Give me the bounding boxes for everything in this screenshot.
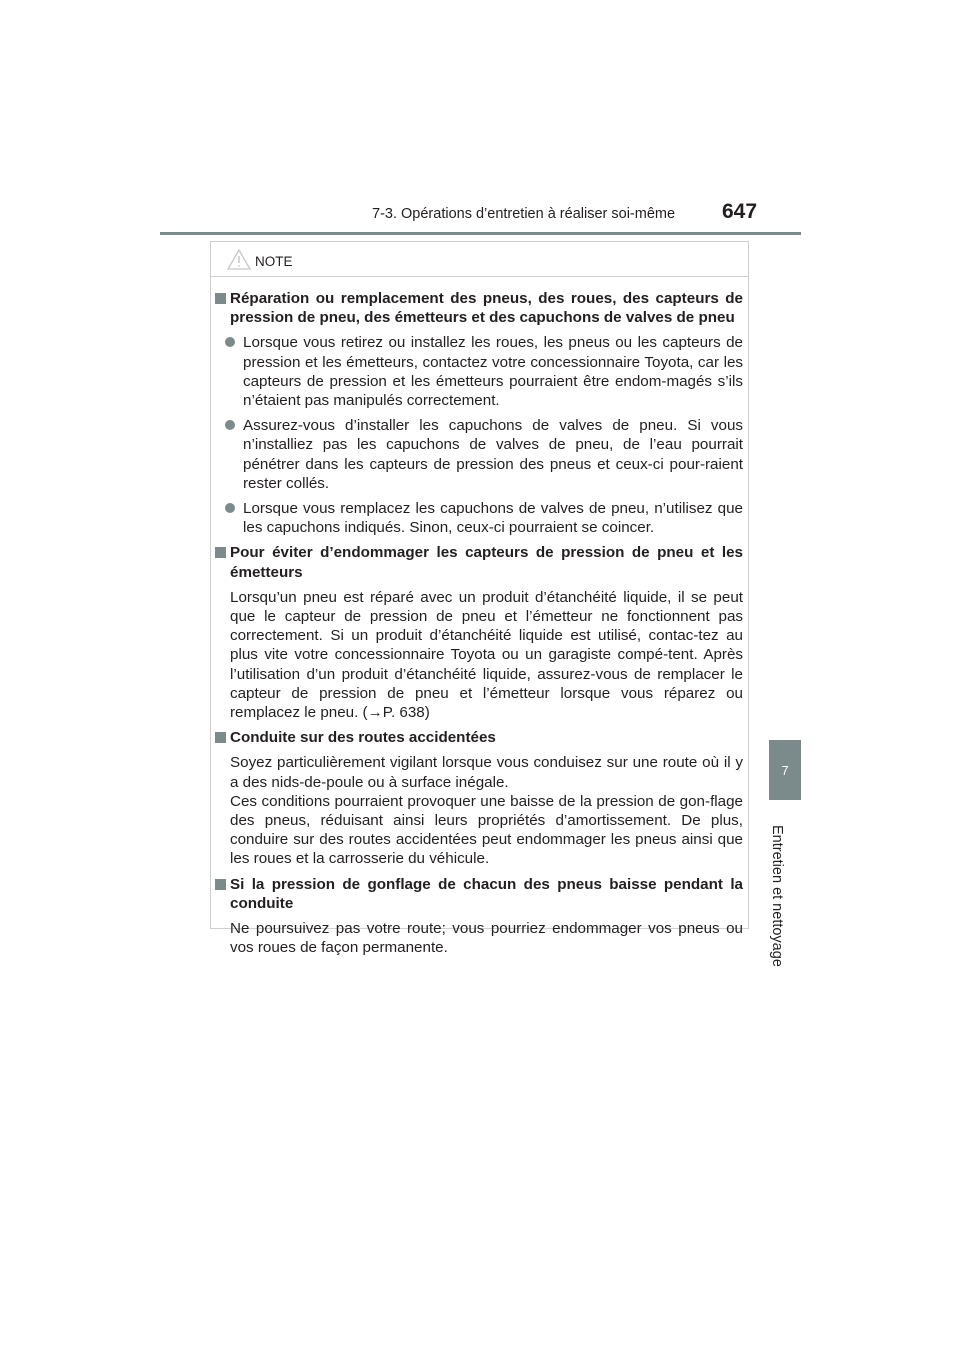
square-bullet-icon	[215, 293, 226, 304]
list-item-text: Lorsque vous remplacez les capuchons de valves de pneu, n’utilisez que les capuchons indiqués. Sinon, ceux-ci pourraient se coincer.	[243, 500, 743, 537]
section-title: Pour éviter d’endommager les capteurs de pression de pneu et les émetteurs	[230, 544, 743, 581]
list-item	[225, 333, 750, 410]
note-section	[211, 289, 750, 537]
note-header	[211, 242, 748, 277]
circle-bullet-icon	[225, 420, 235, 430]
note-body	[211, 289, 750, 964]
section-title: Conduite sur des routes accidentées	[230, 729, 496, 747]
chapter-tab	[769, 740, 801, 800]
list-item-text: Lorsque vous retirez ou installez les roues, les pneus ou les capteurs de pression et les émetteurs, contactez votre concessionnaire Toyota, car les capteurs de pression et les émetteurs pourraient être endom-magés s’ils n’étaient pas manipulés correctement.	[243, 334, 743, 410]
section-body: Ne poursuivez pas votre route; vous pourriez endommager vos pneus ou vos roues de façon permanente.	[230, 920, 743, 957]
list-item-text: Assurez-vous d’installer les capuchons de valves de pneu. Si vous n’installiez pas les capuchons de valves de pneu, de l’eau pourrait pénétrer dans les capteurs de pression des pneus et ceux-ci pour-raient rester collés.	[243, 417, 743, 492]
note-section	[211, 543, 750, 722]
note-box	[210, 241, 749, 957]
section-title: Si la pression de gonflage de chacun des pneus baisse pendant la conduite	[230, 875, 743, 912]
square-bullet-icon	[215, 732, 226, 743]
chapter-number: 7	[781, 762, 789, 778]
section-body: Soyez particulièrement vigilant lorsque vous conduisez sur une route où il y a des nids-de-poule ou à surface inégale.	[230, 754, 743, 791]
square-bullet-icon	[215, 879, 226, 890]
warning-triangle-icon	[227, 249, 251, 270]
square-bullet-icon	[215, 547, 226, 558]
page-number: 647	[722, 200, 758, 223]
chapter-title: Entretien et nettoyage	[769, 825, 785, 967]
note-label: NOTE	[255, 254, 293, 269]
list-item	[225, 499, 750, 537]
note-section	[211, 728, 750, 868]
section-body: Ces conditions pourraient provoquer une baisse de la pression de gon-flage des pneus, réduisant ainsi leurs propriétés d’amortissement. De plus, conduire sur des routes accidentées peut endommager les pneus ainsi que les roues et la carrosserie du véhicule.	[230, 792, 743, 868]
circle-bullet-icon	[225, 337, 235, 347]
circle-bullet-icon	[225, 503, 235, 513]
section-header: 7-3. Opérations d’entretien à réaliser soi-même	[372, 206, 676, 222]
section-body: Lorsqu’un pneu est réparé avec un produit d’étanchéité liquide, il se peut que le capteur de pression de pneu et l’émetteur ne fonctionnent pas correctement. Si un produit d’étanchéité liquide est utilisé, contac-tez au plus vite votre concessionnaire Toyota ou un garagiste compé-tent. Après l’utilisation d’un produit d’étanchéité liquide, assurez-vous de remplacer le capteur de pression de pneu et l’émetteur lorsque vous réparez ou remplacez le pneu. (→P. 638)	[230, 588, 743, 722]
section-title: Réparation ou remplacement des pneus, des roues, des capteurs de pression de pneu, des émetteurs et des capuchons de valves de pneu	[230, 290, 743, 327]
header-rule	[160, 232, 801, 235]
note-section	[211, 875, 750, 958]
list-item	[225, 416, 750, 493]
